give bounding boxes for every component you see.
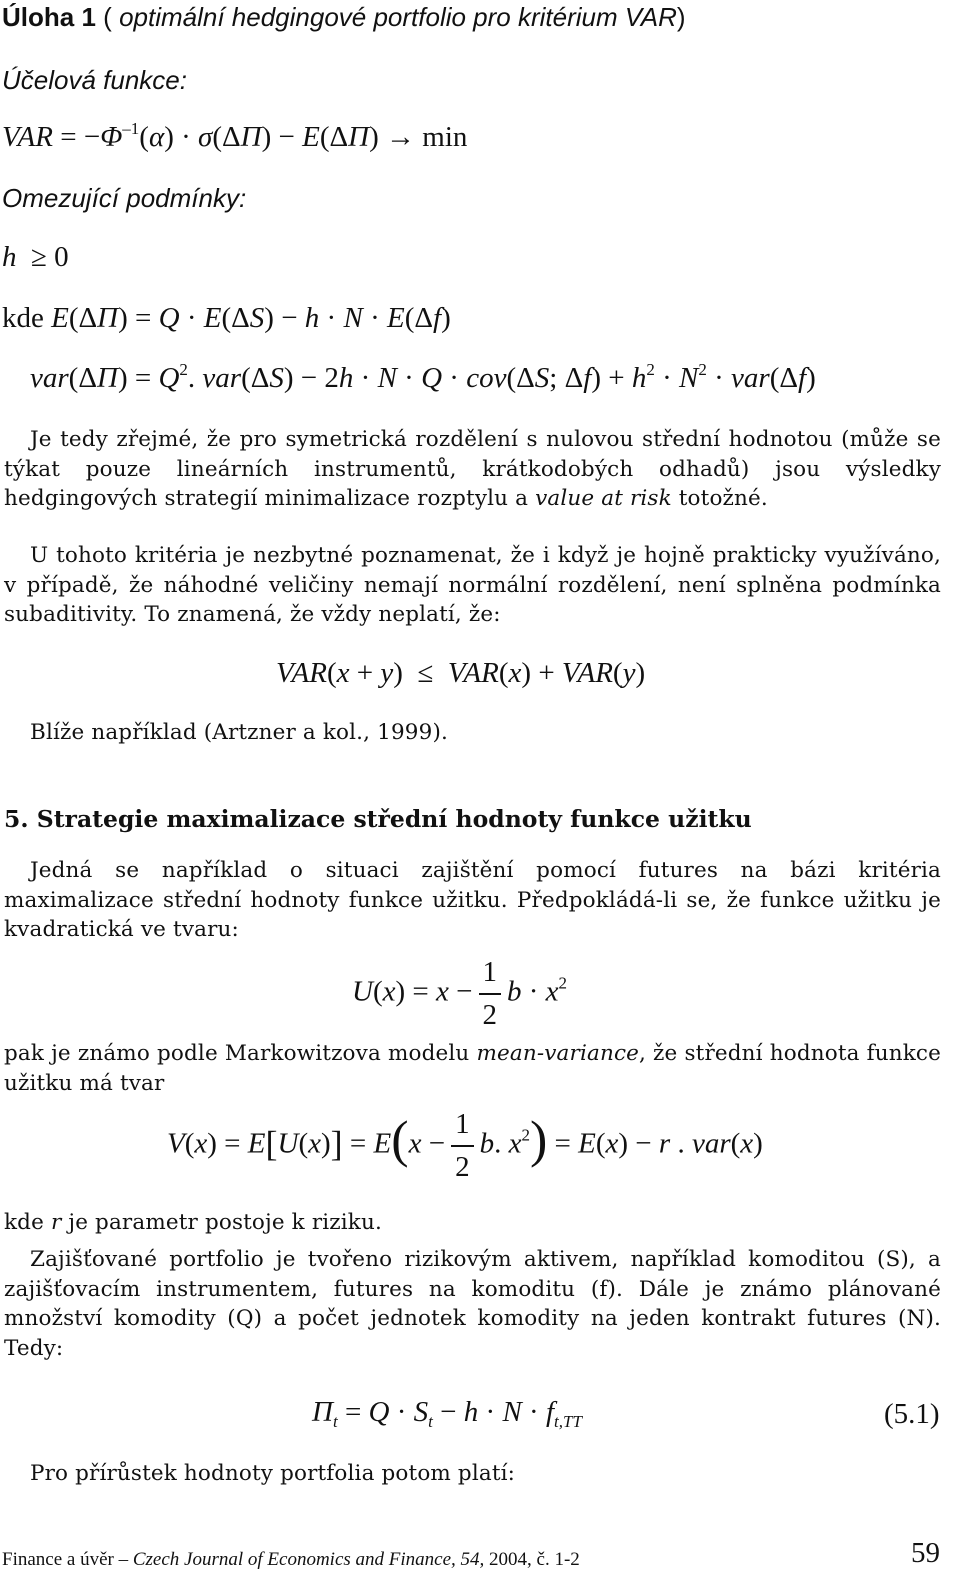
paragraph-reference — [4, 718, 941, 748]
task-heading — [2, 2, 686, 33]
paragraph-hedged-portfolio — [4, 1245, 941, 1363]
equation-number: (5.1) — [884, 1398, 940, 1430]
paragraph-symmetric-distributions — [4, 425, 941, 514]
paragraph-text: pak je známo podle Markowitzova modelu — [4, 1041, 477, 1066]
objective-label: Účelová funkce: — [2, 65, 187, 95]
paragraph-text: U tohoto kritéria je nezbytné poznamenat, že i když je hojně prakticky využíváno, v případě, že náhodné veličiny nemají normální rozdělení, není splněna podmínka subaditivity. To znamená, že vždy neplatí, že: — [4, 543, 941, 627]
paragraph-text: , že střední hodnota funkce užitku má tvar — [4, 1041, 941, 1096]
footer-journal-czech: Finance a úvěr – — [2, 1549, 133, 1570]
section-title: Strategie maximalizace střední hodnoty funkce užitku — [36, 805, 752, 833]
paragraph-text: Pro přírůstek hodnoty portfolia potom platí: — [30, 1461, 516, 1486]
paragraph-text: Je tedy zřejmé, že pro symetrická rozdělení s nulovou střední hodnotou (může se týkat pouze lineárních instrumentů, krátkodobých odhadů) jsou výsledky hedgingových strategií minimalizace rozptylu a — [4, 427, 941, 511]
paragraph-text: Zajišťované portfolio je tvořeno rizikovým aktivem, například komoditou (S), a zajišťovacím instrumentem, futures na komoditu (f). Dále je známo plánované množství komodity (Q) a počet jednotek komodity na jeden kontrakt futures (N). Tedy: — [4, 1247, 941, 1361]
paragraph-utility-intro — [4, 856, 941, 945]
paragraph-markowitz — [4, 1039, 941, 1098]
task-heading-subtitle: optimální hedgingové portfolio pro kritérium VAR — [119, 2, 677, 32]
subadditivity-equation: VAR(x + y) ≤ VAR(x) + VAR(y) — [276, 657, 646, 689]
variance-equation: $var(\Delta\Pi) = Q^2$. var(ΔS) − 2h · N · Q · cov(ΔS; $\Delta f) + h^2 \cdot N^2 \cdot var(\Delta f)$ — [30, 360, 816, 394]
paragraph-portfolio-increment — [4, 1459, 941, 1489]
expected-utility-equation: V(x) = E[U(x)] = E(x − $\frac{1}{2}$ b. $x^2) = E(x) - r$ . var(x) — [167, 1108, 763, 1183]
section-number: 5. — [4, 805, 29, 833]
paragraph-risk-parameter — [4, 1208, 941, 1238]
paragraph-subadditivity — [4, 541, 941, 630]
value-at-risk-term: value at risk — [535, 486, 672, 511]
h-constraint-equation: h ≥ 0 — [2, 241, 69, 273]
paragraph-text: je parametr postoje k riziku. — [61, 1210, 382, 1235]
footer-citation — [2, 1549, 580, 1571]
expected-value-equation: kde E(ΔΠ) = Q · E(ΔS) − h · N · E(Δf) — [2, 302, 451, 334]
r-symbol: r — [50, 1210, 62, 1235]
var-objective-equation: VAR = $-\Phi^{-1}(\alpha) \cdot \sigma(\Delta\Pi) - E(\Delta\Pi) \to \min$ — [2, 119, 468, 153]
footer-issue: 2004, č. 1-2 — [484, 1549, 580, 1570]
footer-journal-english: Czech Journal of Economics and Finance, — [132, 1549, 456, 1570]
page-number: 59 — [911, 1537, 940, 1569]
paragraph-text: Blíže například (Artzner a kol., 1999). — [30, 720, 448, 745]
constraints-label: Omezující podmínky: — [2, 183, 247, 213]
paragraph-text: Jedná se například o situaci zajištění pomocí futures na bázi kritéria maximalizace střední hodnoty funkce užitku. Předpokládá-li se, že funkce užitku je kvadratická ve tvaru: — [4, 858, 941, 942]
mean-variance-term: mean-variance — [476, 1041, 640, 1066]
portfolio-equation: $\Pi_t = Q \cdot S_t - h \cdot N \cdot f_{t,TT}$ — [312, 1396, 582, 1431]
utility-equation: U(x) = x − $\frac{1}{2}$ $b \cdot x^2$ — [352, 956, 568, 1031]
section-heading — [4, 805, 752, 833]
task-heading-paren-close: ) — [676, 2, 686, 32]
task-heading-label: Úloha 1 — [2, 2, 96, 32]
footer-volume: 54, — [460, 1549, 485, 1570]
paragraph-text: kde — [4, 1210, 51, 1235]
task-heading-paren-open: ( — [103, 2, 112, 32]
paragraph-text: totožné. — [671, 486, 768, 511]
